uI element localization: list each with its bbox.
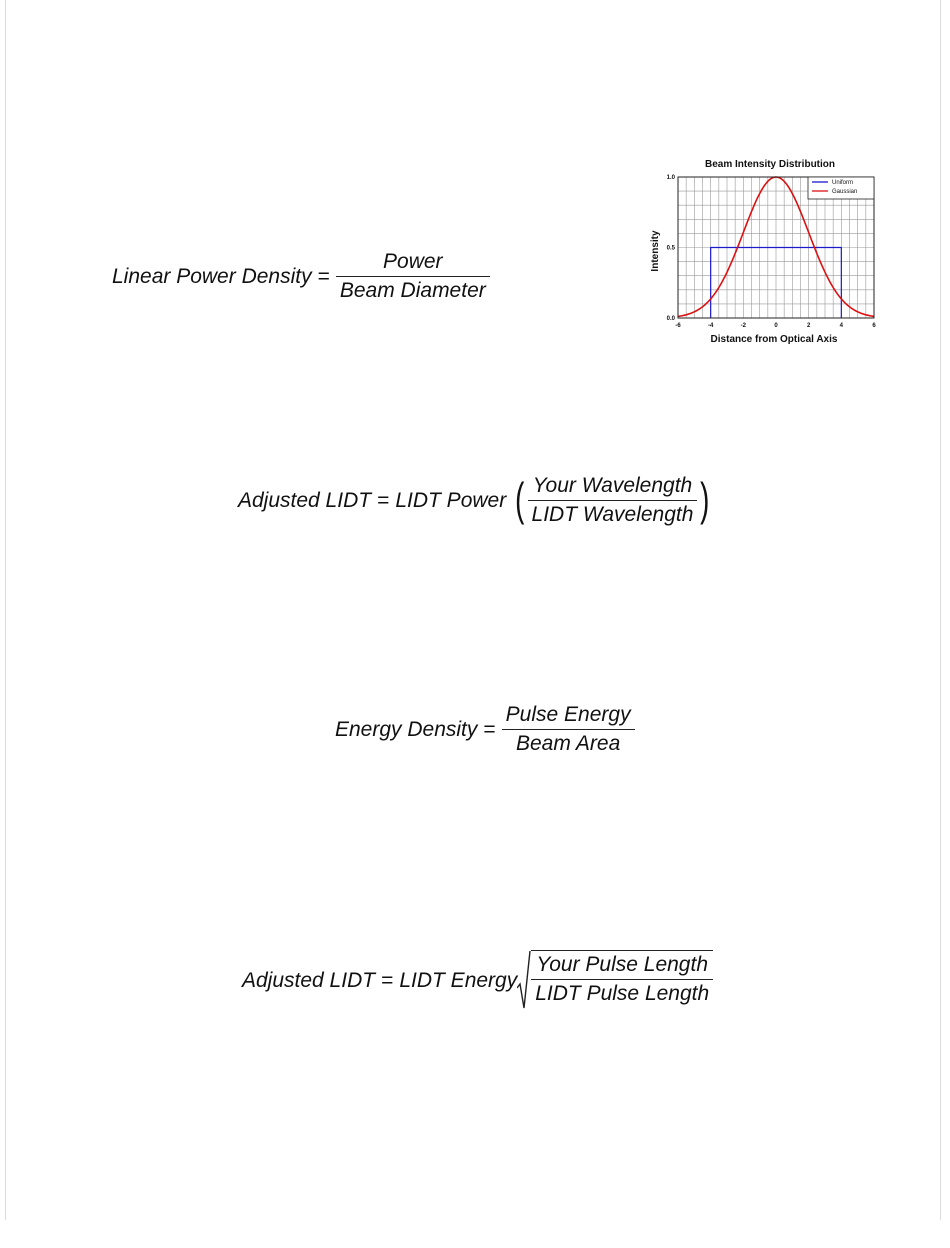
y-tick-label: 0.5 bbox=[666, 245, 675, 252]
numerator: Your Wavelength bbox=[532, 474, 693, 497]
fraction bbox=[528, 474, 698, 527]
legend-label: Gaussian bbox=[832, 189, 858, 195]
y-tick-label: 1.0 bbox=[666, 175, 675, 181]
right-parenthesis: ) bbox=[700, 472, 710, 525]
legend-label: Uniform bbox=[832, 180, 854, 186]
denominator: Beam Diameter bbox=[339, 279, 486, 303]
equation-linear-power-density bbox=[112, 250, 490, 303]
radicand bbox=[531, 950, 713, 1012]
denominator: LIDT Pulse Length bbox=[535, 982, 710, 1006]
x-tick-label: 4 bbox=[839, 323, 844, 329]
page-border-right bbox=[940, 0, 941, 1220]
equation-lhs: Linear Power Density bbox=[112, 264, 312, 288]
fraction bbox=[336, 250, 490, 303]
equals-sign: = bbox=[377, 488, 390, 512]
numerator: Your Pulse Length bbox=[536, 953, 709, 976]
x-axis-label: Distance from Optical Axis bbox=[710, 334, 838, 345]
x-tick-label: 6 bbox=[872, 323, 876, 329]
square-root bbox=[517, 950, 713, 1012]
equation-lhs: Energy Density bbox=[335, 717, 478, 741]
page-border-left bbox=[5, 0, 6, 1220]
equation-lhs: Adjusted LIDT bbox=[238, 488, 372, 512]
equation-adjusted-lidt-energy bbox=[242, 950, 713, 1012]
chart-legend bbox=[808, 177, 874, 199]
x-tick-label: 0 bbox=[774, 323, 778, 329]
y-tick-label: 0.0 bbox=[666, 316, 675, 322]
x-tick-label: -2 bbox=[740, 323, 747, 329]
equation-energy-density bbox=[335, 703, 635, 756]
fraction bbox=[531, 953, 713, 1012]
denominator: Beam Area bbox=[515, 732, 621, 756]
equals-sign: = bbox=[317, 264, 330, 288]
x-tick-label: -6 bbox=[675, 323, 681, 329]
fraction bbox=[502, 703, 635, 756]
y-axis-label: Intensity bbox=[650, 230, 661, 272]
beam-intensity-chart bbox=[648, 155, 880, 347]
equation-adjusted-lidt-power bbox=[238, 474, 713, 527]
denominator: LIDT Wavelength bbox=[531, 503, 694, 527]
numerator: Pulse Energy bbox=[505, 703, 631, 726]
equals-sign: = bbox=[381, 969, 394, 992]
numerator: Power bbox=[383, 250, 443, 273]
lidt-power-factor: LIDT Power bbox=[395, 488, 507, 512]
x-tick-label: -4 bbox=[707, 323, 714, 329]
equals-sign: = bbox=[483, 717, 496, 741]
lidt-energy-factor: LIDT Energy bbox=[399, 969, 518, 992]
x-tick-label: 2 bbox=[806, 323, 811, 329]
chart-title: Beam Intensity Distribution bbox=[704, 159, 836, 170]
equation-lhs: Adjusted LIDT bbox=[242, 969, 376, 992]
left-parenthesis: ( bbox=[515, 472, 525, 525]
radical-sign-icon bbox=[517, 950, 531, 1012]
